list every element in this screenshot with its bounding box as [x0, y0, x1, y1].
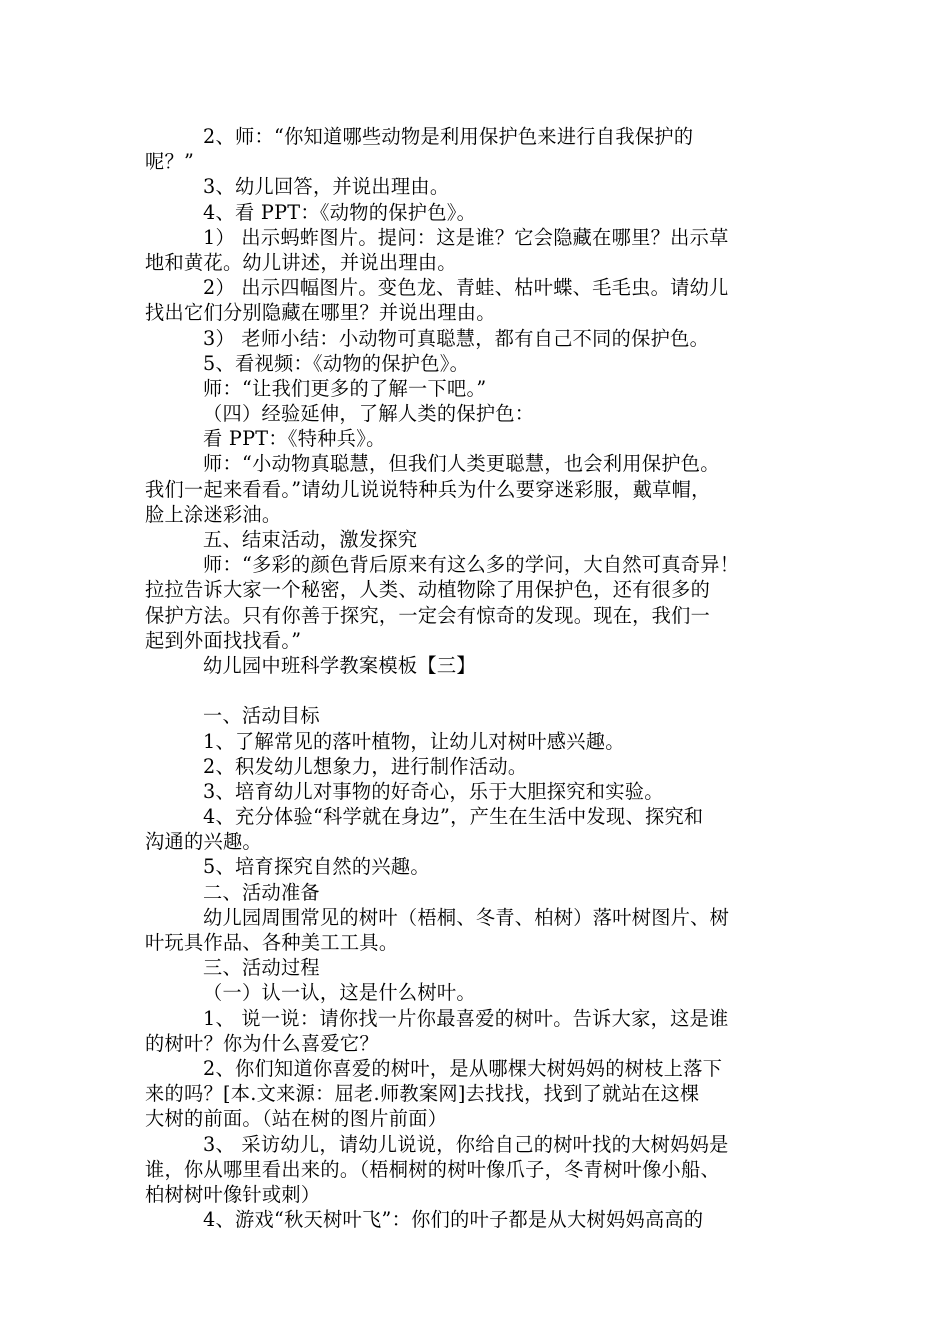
text-line: 4、看 PPT：《动物的保护色》。 — [203, 200, 477, 224]
text-line: 脸上涂迷彩油。 — [145, 502, 282, 526]
text-line: 看 PPT：《特种兵》。 — [203, 427, 386, 451]
text-line: 的树叶？你为什么喜爱它？ — [145, 1031, 379, 1055]
text-line: 师：“多彩的颜色背后原来有这么多的学问，大自然可真奇异！ — [203, 553, 740, 577]
text-line: （一）认一认，这是什么树叶。 — [203, 981, 476, 1005]
text-line: 二、活动准备 — [203, 880, 320, 904]
text-line: 幼儿园周围常见的树叶（梧桐、冬青、柏树）落叶树图片、树 — [203, 905, 730, 929]
text-line: 谁，你从哪里看出来的。（梧桐树的树叶像爪子，冬青树叶像小船、 — [145, 1157, 721, 1181]
text-line: 1） 出示蚂蚱图片。提问：这是谁？它会隐藏在哪里？出示草 — [203, 225, 729, 249]
text-line: （四）经验延伸，了解人类的保护色： — [203, 402, 535, 426]
text-line: 5、看视频：《动物的保护色》。 — [203, 351, 470, 375]
text-line: 师：“让我们更多的了解一下吧。” — [203, 376, 487, 400]
text-line: 2、师：“你知道哪些动物是利用保护色来进行自我保护的 — [203, 125, 694, 148]
document-body — [145, 124, 813, 1232]
text-line: 4、游戏“秋天树叶飞”：你们的叶子都是从大树妈妈高高的 — [203, 1208, 704, 1232]
text-line: 2） 出示四幅图片。变色龙、青蛙、枯叶蝶、毛毛虫。请幼儿 — [203, 276, 729, 300]
text-line: 柏树树叶像针或刺） — [145, 1182, 321, 1206]
text-line: 地和黄花。幼儿讲述，并说出理由。 — [145, 250, 457, 274]
blank-line — [145, 678, 813, 703]
text-line: 来的吗？[本.文来源：屈老.师教案网]去找找，找到了就站在这棵 — [145, 1082, 700, 1106]
text-line: 3、幼儿回答，并说出理由。 — [203, 175, 450, 199]
text-line: 叶玩具作品、各种美工工具。 — [145, 931, 399, 954]
text-line: 3） 老师小结：小动物可真聪慧，都有自己不同的保护色。 — [203, 326, 710, 350]
text-line: 师：“小动物真聪慧，但我们人类更聪慧，也会利用保护色。 — [203, 452, 720, 476]
text-line: 呢？” — [145, 150, 195, 174]
text-line: 沟通的兴趣。 — [145, 830, 262, 854]
text-line: 1、了解常见的落叶植物，让幼儿对树叶感兴趣。 — [203, 729, 625, 753]
text-line: 4、充分体验“科学就在身边”，产生在生活中发现、探究和 — [203, 805, 704, 829]
text-line: 幼儿园中班科学教案模板【三】 — [203, 653, 476, 677]
text-line: 起到外面找找看。” — [145, 628, 302, 652]
text-line: 2、积发幼儿想象力，进行制作活动。 — [203, 754, 528, 778]
text-line: 5、培育探究自然的兴趣。 — [203, 855, 430, 879]
text-line: 我们一起来看看。”请幼儿说说特种兵为什么要穿迷彩服，戴草帽， — [145, 477, 711, 501]
text-line: 一、活动目标 — [203, 704, 320, 728]
text-line: 三、活动过程 — [203, 956, 320, 980]
text-line: 拉拉告诉大家一个秘密，人类、动植物除了用保护色，还有很多的 — [145, 578, 711, 602]
text-line: 保护方法。只有你善于探究，一定会有惊奇的发现。现在，我们一 — [145, 603, 711, 627]
text-line: 3、培育幼儿对事物的好奇心，乐于大胆探究和实验。 — [203, 779, 664, 803]
text-line: 五、结束活动，激发探究 — [203, 528, 418, 551]
text-line: 3、 采访幼儿，请幼儿说说，你给自己的树叶找的大树妈妈是 — [203, 1132, 729, 1156]
text-line: 找出它们分别隐藏在哪里？并说出理由。 — [145, 301, 496, 325]
text-line: 大树的前面。（站在树的图片前面） — [145, 1107, 448, 1131]
text-line: 2、你们知道你喜爱的树叶，是从哪棵大树妈妈的树枝上落下 — [203, 1056, 723, 1080]
text-line: 1、 说一说：请你找一片你最喜爱的树叶。告诉大家，这是谁 — [203, 1006, 729, 1030]
